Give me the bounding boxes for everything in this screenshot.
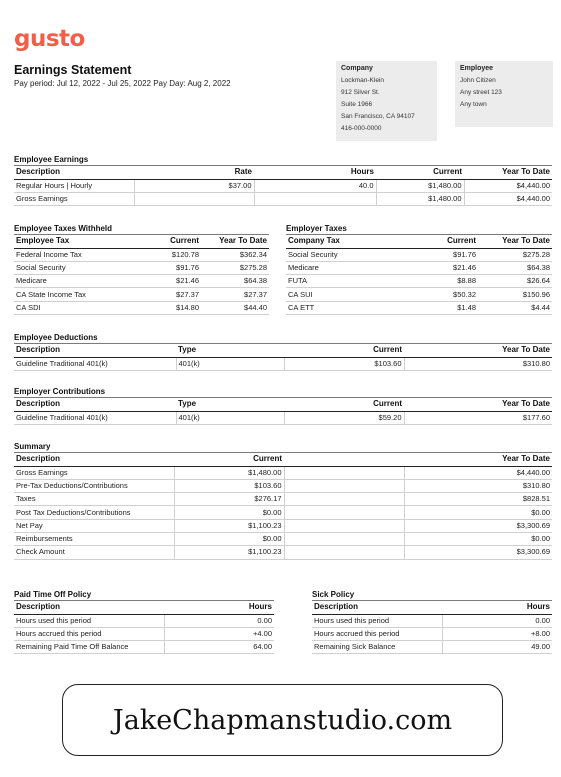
table-cell: Medicare [286, 261, 406, 274]
table-cell: $21.46 [406, 261, 478, 274]
table-cell: Check Amount [14, 546, 174, 559]
table-cell: $4,440.00 [464, 179, 552, 192]
section-title: Employee Deductions [14, 332, 552, 344]
table-cell: $64.38 [201, 275, 269, 288]
table-cell: Hours used this period [312, 614, 442, 627]
table-cell: $150.96 [478, 288, 552, 301]
table-row [14, 288, 269, 301]
table-cell: $91.76 [406, 248, 478, 261]
column-header: Employee Tax [14, 235, 137, 248]
table-cell: $0.00 [174, 506, 284, 519]
section-title: Sick Policy [312, 589, 552, 601]
company-line: Lockman-Klein [341, 77, 384, 84]
table-cell: $4,440.00 [404, 466, 552, 479]
table-row [14, 192, 552, 205]
column-header: Year To Date [404, 398, 552, 411]
table-row [14, 614, 274, 627]
table-row [14, 301, 269, 314]
company-line: Suite 1966 [341, 101, 373, 108]
table-row [14, 546, 552, 559]
table-cell: Hours accrued this period [312, 627, 442, 640]
table-cell: $64.38 [478, 261, 552, 274]
table-cell: $1.48 [406, 301, 478, 314]
column-header: Hours [254, 166, 376, 179]
section-title: Employee Earnings [14, 154, 552, 166]
table-cell [284, 466, 404, 479]
table-cell [284, 493, 404, 506]
table-cell: $275.28 [201, 261, 269, 274]
section-title: Paid Time Off Policy [14, 589, 274, 601]
summary-section [14, 441, 552, 560]
employer-taxes-table [286, 235, 552, 315]
table-row [14, 466, 552, 479]
table-cell: $4,440.00 [464, 192, 552, 205]
table-cell [284, 479, 404, 492]
table-row [286, 275, 552, 288]
table-row [14, 641, 274, 654]
table-cell: $1,480.00 [376, 179, 464, 192]
pto-policy-section [14, 589, 274, 654]
table-cell: Social Security [286, 248, 406, 261]
table-cell: $27.37 [137, 288, 201, 301]
pto-table [14, 601, 274, 654]
table-cell: $120.78 [137, 248, 201, 261]
table-cell: CA State Income Tax [14, 288, 137, 301]
section-title: Employer Taxes [286, 223, 552, 235]
table-header-row [14, 453, 552, 466]
earnings-table [14, 166, 552, 206]
employee-line: Any town [460, 101, 487, 108]
table-cell: Medicare [14, 275, 137, 288]
employee-earnings-section [14, 154, 552, 206]
employer-taxes-section [286, 223, 552, 315]
employer-contributions-section [14, 386, 552, 425]
table-cell: Hours accrued this period [14, 627, 164, 640]
statement-title: Earnings Statement [14, 63, 132, 77]
table-cell: Remaining Sick Balance [312, 641, 442, 654]
table-row [312, 627, 552, 640]
table-cell: $14.80 [137, 301, 201, 314]
table-row [286, 248, 552, 261]
column-header: Year To Date [478, 235, 552, 248]
table-row [14, 627, 274, 640]
table-cell: $8.88 [406, 275, 478, 288]
table-cell [254, 192, 376, 205]
sick-table [312, 601, 552, 654]
table-cell: Taxes [14, 493, 174, 506]
sick-policy-section [312, 589, 552, 654]
section-title: Employer Contributions [14, 386, 552, 398]
table-row [14, 275, 269, 288]
employee-deductions-section [14, 332, 552, 371]
employee-info [455, 61, 553, 127]
table-header-row [14, 235, 269, 248]
contributions-table [14, 398, 552, 425]
employee-line: John Citizen [460, 77, 496, 84]
table-row [14, 519, 552, 532]
table-cell: 401(k) [176, 357, 284, 370]
company-line: 416-000-0000 [341, 125, 382, 132]
table-cell: Federal Income Tax [14, 248, 137, 261]
table-cell [134, 192, 254, 205]
column-header: Description [14, 601, 164, 614]
table-row [14, 479, 552, 492]
table-cell: $177.60 [404, 411, 552, 424]
column-header: Description [14, 398, 176, 411]
table-row [14, 506, 552, 519]
table-header-row [14, 601, 274, 614]
table-cell: $276.17 [174, 493, 284, 506]
table-cell: 49.00 [442, 641, 552, 654]
company-line: 912 Silver St. [341, 89, 380, 96]
employee-taxes-section [14, 223, 269, 315]
column-header: Type [176, 398, 284, 411]
table-cell: Gross Earnings [14, 192, 134, 205]
column-header: Description [14, 453, 174, 466]
table-row [14, 493, 552, 506]
table-cell: $275.28 [478, 248, 552, 261]
table-cell: $103.60 [174, 479, 284, 492]
column-header: Current [376, 166, 464, 179]
column-header [284, 453, 404, 466]
table-cell: +4.00 [164, 627, 274, 640]
table-cell: $26.64 [478, 275, 552, 288]
table-header-row [14, 166, 552, 179]
table-cell: 40.0 [254, 179, 376, 192]
table-cell: $91.76 [137, 261, 201, 274]
summary-table [14, 453, 552, 560]
table-cell: $59.20 [284, 411, 404, 424]
column-header: Year To Date [464, 166, 552, 179]
table-cell: $310.80 [404, 357, 552, 370]
table-cell: 0.00 [164, 614, 274, 627]
table-cell [284, 546, 404, 559]
table-cell: $310.80 [404, 479, 552, 492]
table-row [312, 614, 552, 627]
employee-taxes-table [14, 235, 269, 315]
table-cell: Guideline Traditional 401(k) [14, 357, 176, 370]
table-cell: $50.32 [406, 288, 478, 301]
table-cell: Gross Earnings [14, 466, 174, 479]
table-cell: Post Tax Deductions/Contributions [14, 506, 174, 519]
table-cell: $1,480.00 [174, 466, 284, 479]
table-header-row [14, 398, 552, 411]
column-header: Company Tax [286, 235, 406, 248]
table-cell: Pre-Tax Deductions/Contributions [14, 479, 174, 492]
table-row [312, 641, 552, 654]
table-row [14, 357, 552, 370]
gusto-logo: gusto [14, 26, 85, 52]
table-cell: Hours used this period [14, 614, 164, 627]
table-cell [284, 519, 404, 532]
table-cell: CA ETT [286, 301, 406, 314]
section-title: Summary [14, 441, 552, 453]
company-heading: Company [341, 65, 373, 72]
table-row [286, 288, 552, 301]
table-header-row [312, 601, 552, 614]
column-header: Hours [442, 601, 552, 614]
column-header: Year To Date [201, 235, 269, 248]
table-cell: $3,300.69 [404, 546, 552, 559]
table-cell: $1,100.23 [174, 546, 284, 559]
table-row [286, 261, 552, 274]
column-header: Year To Date [404, 344, 552, 357]
column-header: Current [284, 344, 404, 357]
table-cell: CA SDI [14, 301, 137, 314]
table-cell: $1,480.00 [376, 192, 464, 205]
table-cell: $362.34 [201, 248, 269, 261]
table-row [14, 532, 552, 545]
employee-heading: Employee [460, 65, 494, 72]
table-row [14, 179, 552, 192]
pay-period: Pay period: Jul 12, 2022 - Jul 25, 2022 Pay Day: Aug 2, 2022 [14, 79, 231, 88]
deductions-table [14, 344, 552, 371]
table-row [14, 411, 552, 424]
table-cell: Guideline Traditional 401(k) [14, 411, 176, 424]
column-header: Year To Date [404, 453, 552, 466]
table-cell: 64.00 [164, 641, 274, 654]
column-header: Description [14, 166, 134, 179]
table-cell: $0.00 [404, 532, 552, 545]
column-header: Rate [134, 166, 254, 179]
table-cell: FUTA [286, 275, 406, 288]
column-header: Hours [164, 601, 274, 614]
table-cell: $828.51 [404, 493, 552, 506]
table-cell: $103.60 [284, 357, 404, 370]
watermark-banner [62, 684, 503, 756]
table-cell: $21.46 [137, 275, 201, 288]
table-cell: $0.00 [174, 532, 284, 545]
table-row [14, 248, 269, 261]
table-cell [284, 506, 404, 519]
column-header: Description [14, 344, 176, 357]
company-info [336, 61, 437, 141]
table-cell: Social Security [14, 261, 137, 274]
table-cell: Regular Hours | Hourly [14, 179, 134, 192]
table-cell: $1,100.23 [174, 519, 284, 532]
table-cell: Reimbursements [14, 532, 174, 545]
table-cell: 401(k) [176, 411, 284, 424]
table-header-row [286, 235, 552, 248]
column-header: Current [174, 453, 284, 466]
column-header: Current [137, 235, 201, 248]
table-header-row [14, 344, 552, 357]
employee-line: Any street 123 [460, 89, 502, 96]
table-cell: $0.00 [404, 506, 552, 519]
table-cell [284, 532, 404, 545]
watermark-text: JakeChapmanstudio.com [112, 704, 453, 736]
table-cell: $37.00 [134, 179, 254, 192]
table-cell: Remaining Paid Time Off Balance [14, 641, 164, 654]
column-header: Description [312, 601, 442, 614]
column-header: Type [176, 344, 284, 357]
table-cell: 0.00 [442, 614, 552, 627]
table-cell: $44.40 [201, 301, 269, 314]
column-header: Current [406, 235, 478, 248]
table-cell: Net Pay [14, 519, 174, 532]
table-row [286, 301, 552, 314]
table-row [14, 261, 269, 274]
column-header: Current [284, 398, 404, 411]
company-line: San Francisco, CA 94107 [341, 113, 415, 120]
section-title: Employee Taxes Withheld [14, 223, 269, 235]
table-cell: +8.00 [442, 627, 552, 640]
table-cell: $27.37 [201, 288, 269, 301]
table-cell: $3,300.69 [404, 519, 552, 532]
table-cell: $4.44 [478, 301, 552, 314]
table-cell: CA SUI [286, 288, 406, 301]
